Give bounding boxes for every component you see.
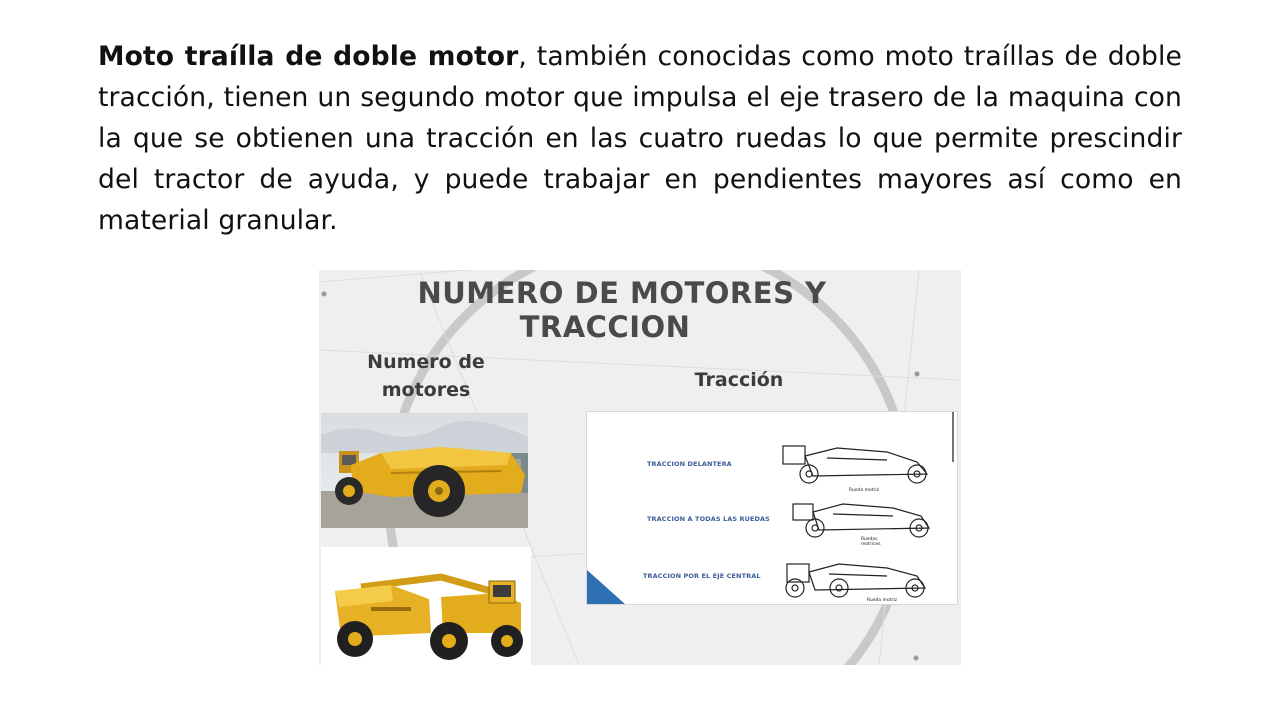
slide-title-line2: TRACCION (519, 310, 691, 344)
scraper-photo (321, 413, 528, 528)
slide-image (319, 270, 961, 665)
caption-rueda-motriz-1: Rueda motriz (849, 488, 879, 493)
caption-ruedas-motrices: Ruedas motrices (861, 537, 881, 547)
caption-rueda-motriz-2: Rueda motriz (867, 598, 897, 603)
label-traccion-todas: TRACCION A TODAS LAS RUEDAS (647, 515, 770, 523)
heading-numero-motores: Numero de motores (367, 351, 485, 401)
label-traccion-eje-central: TRACCION POR EL EJE CENTRAL (643, 572, 761, 580)
slide-title-line1: NUMERO DE MOTORES Y (417, 276, 827, 310)
label-traccion-delantera: TRACCION DELANTERA (647, 460, 732, 468)
description-paragraph (98, 36, 1182, 241)
slide-title (319, 276, 961, 344)
paragraph-body: , también conocidas como moto traíllas de doble tracción, tienen un segundo motor que impulsa el eje trasero de la maquina con la que se obtienen una tracción en las cuatro ruedas lo que permite prescindir del tractor de ayuda, y puede trabajar en pendientes mayores así como en material granular. (98, 41, 1182, 236)
traction-diagram (586, 411, 958, 605)
paragraph-bold-lead: Moto traílla de doble motor (98, 41, 519, 72)
heading-traccion: Tracción (694, 369, 784, 391)
scraper-model-photo (321, 547, 531, 665)
